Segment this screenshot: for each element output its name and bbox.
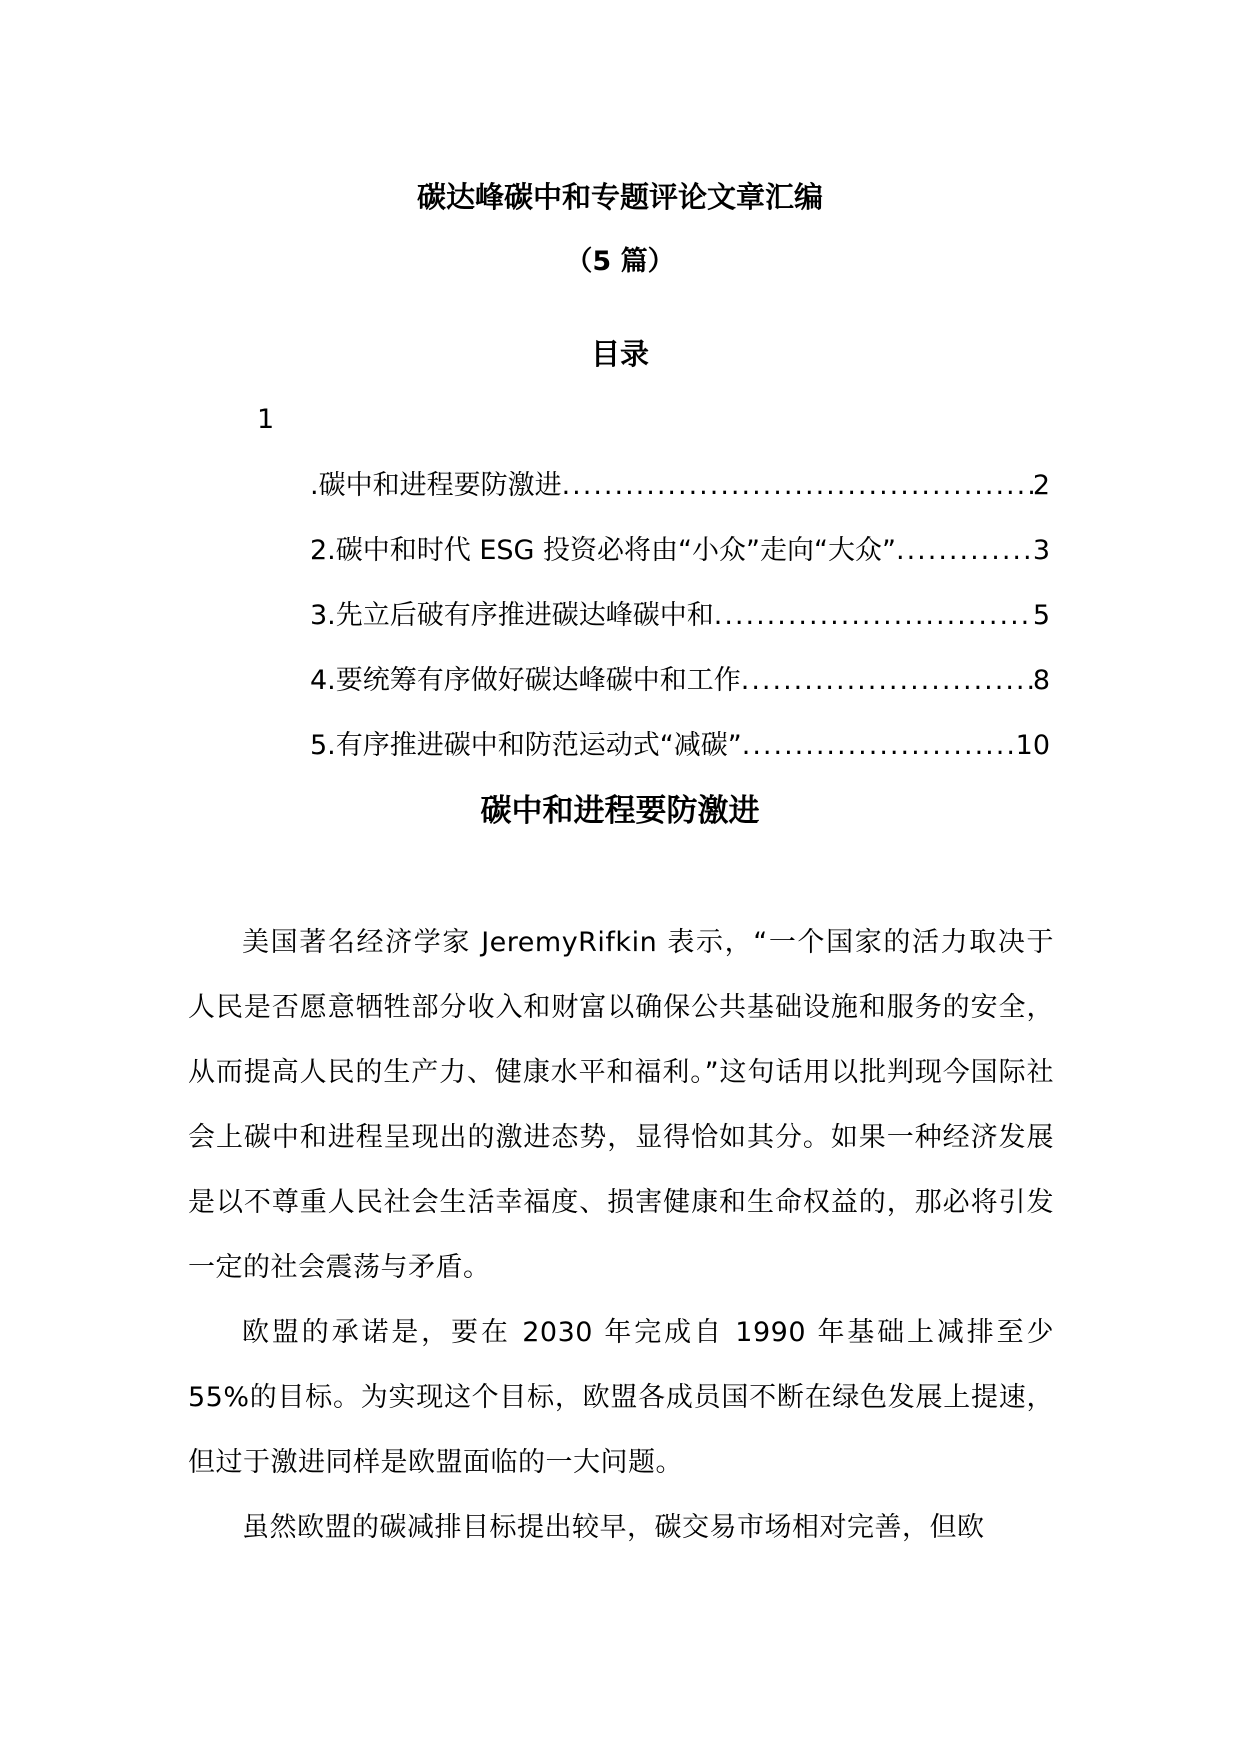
- body-paragraph: 欧盟的承诺是，要在 2030 年完成自 1990 年基础上减排至少 55%的目标。为实现这个目标，欧盟各成员国不断在绿色发展上提速，但过于激进同样是欧盟面临的一大问题。: [188, 1317, 1054, 1478]
- article-title: 碳中和进程要防激进: [480, 793, 760, 829]
- toc-entry-label: 5.有序推进碳中和防范运动式“减碳”: [310, 730, 742, 761]
- document-title: 碳达峰碳中和专题评论文章汇编: [416, 180, 823, 214]
- toc-page-number: 8: [1032, 665, 1050, 696]
- toc-entry-label: .碳中和进程要防激进: [310, 470, 562, 501]
- toc-dot-leader: [714, 596, 1033, 636]
- toc-dot-leader: [896, 531, 1033, 571]
- toc-page-number: 5: [1032, 600, 1050, 631]
- toc-first-line: 1: [257, 404, 275, 435]
- toc-entry[interactable]: [310, 596, 1050, 661]
- toc-page-number: 10: [1015, 730, 1050, 761]
- toc-page-number: 2: [1032, 470, 1050, 501]
- document-subtitle: （5 篇）: [565, 246, 675, 277]
- toc-heading: 目录: [590, 337, 649, 371]
- toc-entry[interactable]: [310, 466, 1050, 531]
- toc-entry[interactable]: [310, 726, 1050, 791]
- toc-dot-leader: [741, 661, 1033, 701]
- toc-entry[interactable]: [310, 661, 1050, 726]
- toc-entry-label: 2.碳中和时代 ESG 投资必将由“小众”走向“大众”: [310, 535, 896, 566]
- toc-entry-label: 3.先立后破有序推进碳达峰碳中和: [310, 600, 714, 631]
- table-of-contents: [310, 466, 1050, 791]
- article-body: [188, 910, 1054, 1560]
- toc-dot-leader: [742, 726, 1016, 766]
- toc-entry[interactable]: [310, 531, 1050, 596]
- body-paragraph: 虽然欧盟的碳减排目标提出较早，碳交易市场相对完善，但欧: [242, 1512, 985, 1543]
- toc-entry-label: 4.要统筹有序做好碳达峰碳中和工作: [310, 665, 741, 696]
- toc-page-number: 3: [1032, 535, 1050, 566]
- body-paragraph: 美国著名经济学家 JeremyRifkin 表示，“一个国家的活力取决于人民是否愿意牺牲部分收入和财富以确保公共基础设施和服务的安全，从而提高人民的生产力、健康水平和福利。”这句话用以批判现今国际社会上碳中和进程呈现出的激进态势，显得恰如其分。如果一种经济发展是以不尊重人民社会生活幸福度、损害健康和生命权益的，那必将引发一定的社会震荡与矛盾。: [188, 927, 1054, 1283]
- toc-dot-leader: [562, 466, 1033, 506]
